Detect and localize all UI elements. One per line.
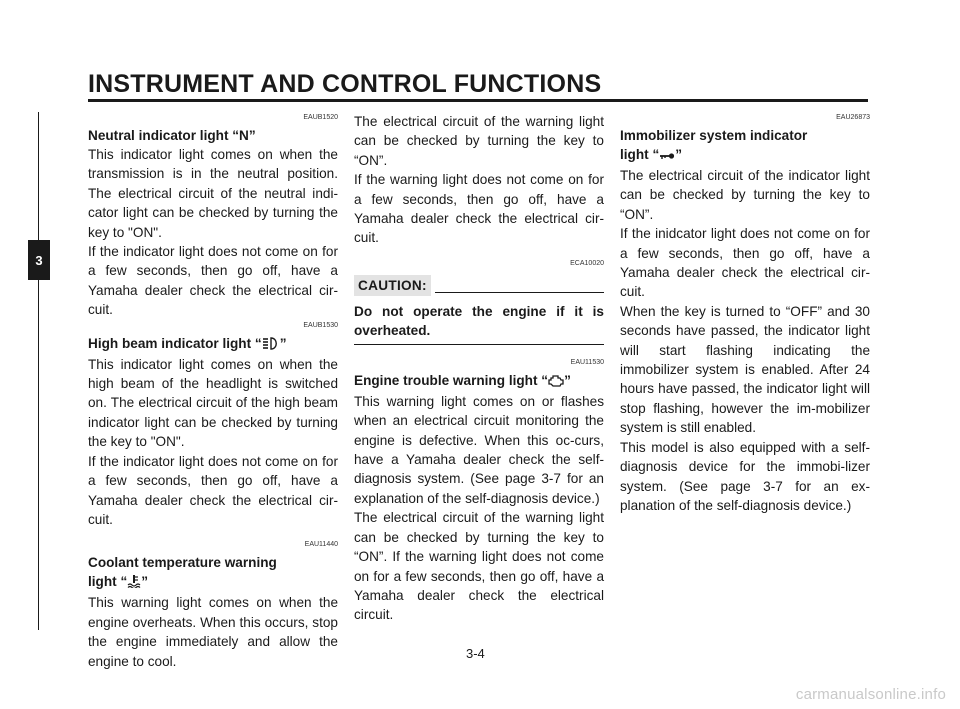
coolant-heading-line2 <box>88 572 338 593</box>
coolant-heading-line1: Coolant temperature warning <box>88 555 277 571</box>
neutral-paragraph-1: This indicator light comes on when the transmission is in the neutral position. The electrical circuit of the neutral indi-cator light can be checked by turning the key to "ON". <box>88 147 338 240</box>
neutral-paragraph-2: If the indicator light does not come on for a few seconds, then go off, have a Yamaha dealer check the electrical cir-cuit. <box>88 244 338 318</box>
watermark: carmanualsonline.info <box>795 686 946 703</box>
immobilizer-paragraph-3: When the key is turned to “OFF” and 30 seconds have passed, the indicator light will start flashing indicating the immobilizer system is enabled. After 24 hours have passed, the indicator light will stop flashing, however the im-mobilizer system is still enabled. <box>620 303 870 436</box>
header-divider <box>88 99 868 102</box>
immobilizer-paragraph-4: This model is also equipped with a self-diagnosis device for the immobi-lizer system. (See page 3-7 for an ex-planation of the self-diagnosis device.) <box>620 439 870 513</box>
caution-end-rule <box>354 344 604 345</box>
highbeam-paragraph-2: If the indicator light does not come on for a few seconds, then go off, have a Yamaha dealer check the electrical cir-cuit. <box>88 453 338 527</box>
col2-paragraph-2: If the warning light does not come on for a few seconds, then go off, have a Yamaha dealer check the electrical cir-cuit. <box>354 172 604 246</box>
engine-icon <box>548 373 564 392</box>
section-code: EAU11440 <box>304 541 338 549</box>
neutral-heading: Neutral indicator light “N” <box>88 128 256 143</box>
column-1 <box>88 112 338 671</box>
engine-paragraph-1: This warning light comes on or flashes when an electrical circuit monitoring the engine is defective. When this oc-curs, have a Yamaha dealer check the self-diagnosis system. (See page 3-7 for an explanation of the self-diagnosis device.) <box>354 393 604 506</box>
immobilizer-heading-line2 <box>620 145 870 166</box>
column-2 <box>354 112 604 625</box>
highbeam-paragraph-1: This indicator light comes on when the high beam of the headlight is switched on. The electrical circuit of the high beam indicator light can be checked by turning the key to "ON". <box>88 356 338 450</box>
highbeam-heading-close: ” <box>279 335 287 351</box>
chapter-line-top <box>38 112 39 240</box>
immobilizer-heading-line1: Immobilizer system indicator <box>620 128 808 143</box>
engine-paragraph-2: The electrical circuit of the warning light can be checked by turning the key to “ON”. If the warning light does not come on for a few seconds, then go off, have a Yamaha dealer check the electrical circuit. <box>354 510 604 623</box>
section-code: ECA10020 <box>570 259 604 267</box>
engine-heading-close: ” <box>564 372 571 388</box>
section-code: EAUB1530 <box>303 321 338 329</box>
chapter-line-bottom <box>38 280 39 630</box>
col2-paragraph-1: The electrical circuit of the warning light can be checked by turning the key to “ON”. <box>354 114 604 168</box>
immobilizer-heading-close: ” <box>675 147 683 162</box>
caution-text: Do not operate the engine if it is overheated. <box>354 303 604 338</box>
caution-rule <box>435 292 604 293</box>
page-number: 3-4 <box>466 646 485 661</box>
engine-heading <box>354 371 604 392</box>
coolant-temperature-icon <box>127 574 141 593</box>
column-3 <box>620 112 870 515</box>
highbeam-heading <box>88 334 338 355</box>
chapter-tab: 3 <box>28 240 50 280</box>
section-code: EAUB1520 <box>303 114 338 121</box>
page-title: INSTRUMENT AND CONTROL FUNCTIONS <box>88 70 602 98</box>
immobilizer-heading-text: light “ <box>620 147 660 162</box>
coolant-heading-close: ” <box>141 574 149 590</box>
section-code: EAU26873 <box>836 114 870 121</box>
section-code: EAU11530 <box>570 358 604 366</box>
key-icon <box>659 147 675 166</box>
engine-heading-text: Engine trouble warning light “ <box>354 372 549 388</box>
high-beam-icon <box>262 336 280 355</box>
caution-label: CAUTION: <box>354 275 431 296</box>
coolant-paragraph-1: This warning light comes on when the engine overheats. When this occurs, stop the engine immediately and allow the engine to cool. <box>88 595 338 669</box>
immobilizer-paragraph-2: If the inidcator light does not come on for a few seconds, then go off, have a Yamaha dealer check the electrical cir-cuit. <box>620 226 870 300</box>
coolant-heading-text: light “ <box>88 574 128 590</box>
caution-box <box>354 275 604 296</box>
highbeam-heading-text: High beam indicator light “ <box>88 335 262 351</box>
immobilizer-paragraph-1: The electrical circuit of the indicator light can be checked by turning the key to “ON”. <box>620 168 870 222</box>
